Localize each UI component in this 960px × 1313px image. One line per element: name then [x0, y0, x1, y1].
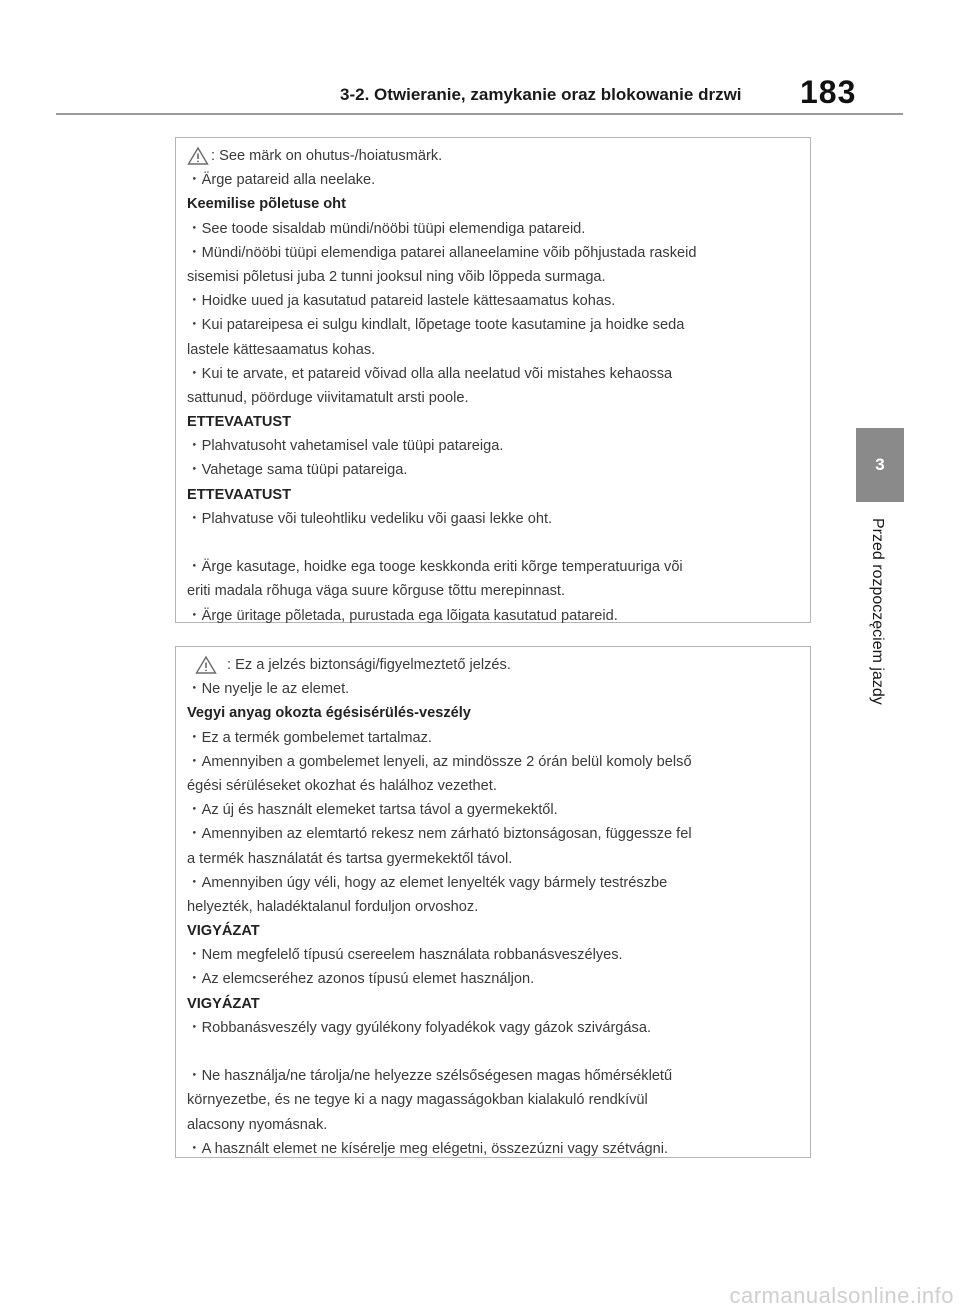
- warning-subheading: Vegyi anyag okozta égésisérülés-veszély: [187, 705, 471, 722]
- warning-text-line: ・Amennyiben az elemtartó rekesz nem zárható biztonságosan, függessze fel: [187, 826, 692, 843]
- warning-text-line: [187, 1040, 800, 1064]
- warning-text-line: ・Ärge üritage põletada, purustada ega lõigata kasutatud patareid.: [187, 607, 618, 624]
- warning-text-line: [187, 531, 800, 555]
- warning-text-line: ・Mündi/nööbi tüüpi elemendiga patarei allaneelamine võib põhjustada raskeid: [187, 244, 697, 261]
- warning-text-line: ・See toode sisaldab mündi/nööbi tüüpi elemendiga patareid.: [187, 220, 586, 237]
- warning-text-line: sisemisi põletusi juba 2 tunni jooksul ning võib lõppeda surmaga.: [187, 268, 606, 285]
- warning-subheading: Keemilise põletuse oht: [187, 196, 346, 213]
- warning-triangle-icon: [187, 146, 209, 166]
- warning-text-line: ・Az új és használt elemeket tartsa távol a gyermekektől.: [187, 802, 558, 819]
- estonian-heading: : See märk on ohutus-/hoiatusmärk.: [211, 148, 443, 164]
- warning-text-line: ・Nem megfelelő típusú csereelem használata robbanásveszélyes.: [187, 947, 623, 964]
- warning-subheading: ETTEVAATUST: [187, 486, 292, 503]
- warning-text-line: a termék használatát és tartsa gyermekektől távol.: [187, 850, 513, 867]
- warning-text-line: ・Kui te arvate, et patareid võivad olla alla neelatud või mistahes kehaossa: [187, 365, 673, 382]
- header-divider: [56, 113, 903, 115]
- chapter-tab[interactable]: [856, 428, 904, 502]
- warning-text-line: lastele kättesaamatus kohas.: [187, 341, 376, 358]
- warning-text-line: ・Hoidke uued ja kasutatud patareid lastele kättesaamatus kohas.: [187, 293, 616, 310]
- warning-text-line: ・Amennyiben a gombelemet lenyeli, az mindössze 2 órán belül komoly belső: [187, 753, 692, 770]
- warning-text-line: ・Vahetage sama tüüpi patareiga.: [187, 462, 408, 479]
- warning-text-line: ・Az elemcseréhez azonos típusú elemet használjon.: [187, 971, 535, 988]
- warning-text-line: ・Kui patareipesa ei sulgu kindlalt, lõpetage toote kasutamine ja hoidke seda: [187, 317, 685, 334]
- page-number: 183: [800, 74, 857, 110]
- watermark[interactable]: carmanualsonline.info: [729, 1283, 954, 1308]
- warning-text-line: ・Robbanásveszély vagy gyúlékony folyadékok vagy gázok szivárgása.: [187, 1019, 652, 1036]
- warning-triangle-icon: [195, 655, 217, 675]
- hungarian-heading-line: [187, 653, 800, 677]
- warning-text-line: ・A használt elemet ne kísérelje meg elégetni, összezúzni vagy szétvágni.: [187, 1140, 669, 1157]
- hungarian-warning-box: [175, 646, 811, 1158]
- warning-text-line: sattunud, pöörduge viivitamatult arsti poole.: [187, 389, 469, 406]
- warning-text-line: ・Ärge kasutage, hoidke ega tooge keskkonda eriti kõrge temperatuuriga või: [187, 559, 683, 576]
- warning-text-line: ・Amennyiben úgy véli, hogy az elemet lenyelték vagy bármely testrészbe: [187, 874, 668, 891]
- warning-text-line: környezetbe, és ne tegye ki a nagy magasságokban kialakuló rendkívül: [187, 1092, 648, 1109]
- chapter-number: 3: [875, 455, 885, 474]
- warning-subheading: VIGYÁZAT: [187, 923, 260, 940]
- estonian-warning-box: [175, 137, 811, 623]
- warning-text-line: égési sérüléseket okozhat és halálhoz vezethet.: [187, 777, 497, 794]
- warning-text-line: ・Ne használja/ne tárolja/ne helyezze szélsőségesen magas hőmérsékletű: [187, 1068, 673, 1085]
- warning-text-line: helyezték, haladéktalanul forduljon orvoshoz.: [187, 898, 479, 915]
- hungarian-heading: : Ez a jelzés biztonsági/figyelmeztető jelzés.: [227, 657, 511, 673]
- warning-text-line: eriti madala rõhuga väga suure kõrguse tõttu merepinnast.: [187, 583, 566, 600]
- warning-subheading: ETTEVAATUST: [187, 414, 292, 431]
- warning-text-line: ・Ez a termék gombelemet tartalmaz.: [187, 729, 432, 746]
- section-title: 3-2. Otwieranie, zamykanie oraz blokowanie drzwi: [340, 85, 742, 104]
- warning-subheading: VIGYÁZAT: [187, 995, 260, 1012]
- warning-text-line: ・Plahvatuse või tuleohtliku vedeliku või gaasi lekke oht.: [187, 510, 553, 527]
- chapter-label: Przed rozpoczęciem jazdy: [869, 518, 886, 705]
- warning-text-line: ・Ne nyelje le az elemet.: [187, 681, 350, 698]
- warning-text-line: alacsony nyomásnak.: [187, 1116, 328, 1133]
- warning-text-line: ・Ärge patareid alla neelake.: [187, 172, 376, 189]
- estonian-heading-line: [187, 144, 800, 168]
- warning-text-line: ・Plahvatusoht vahetamisel vale tüüpi patareiga.: [187, 438, 504, 455]
